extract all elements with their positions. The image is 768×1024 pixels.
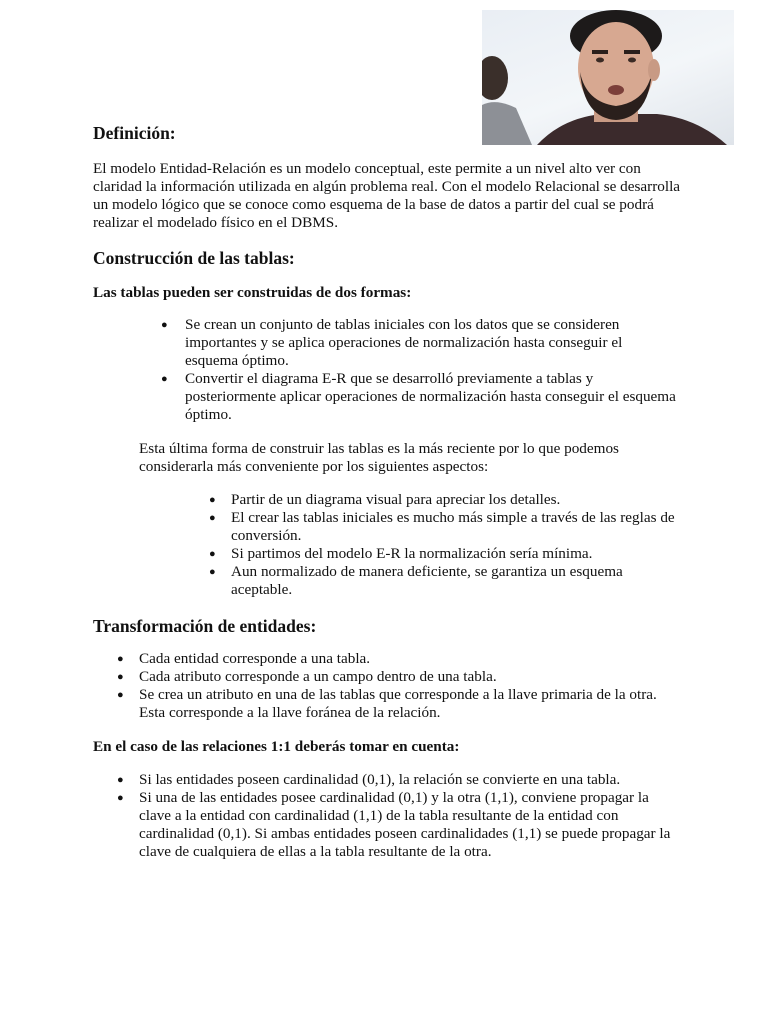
- subheading-construccion: Las tablas pueden ser construidas de dos formas:: [93, 284, 412, 301]
- webcam-video-overlay: [482, 10, 734, 145]
- construction-methods-list: [139, 316, 679, 424]
- list-item: ● El crear las tablas iniciales es mucho más simple a través de las reglas de conversión.: [185, 509, 685, 545]
- heading-construccion: Construcción de las tablas:: [93, 248, 295, 268]
- subheading-relaciones: En el caso de las relaciones 1:1 deberás tomar en cuenta:: [93, 738, 460, 755]
- relations-list: [93, 771, 683, 861]
- list-item: ● Se crea un atributo en una de las tablas que corresponde a la llave primaria de la otra. Esta corresponde a la llave foránea de la relación.: [93, 686, 683, 722]
- list-item: ● Si una de las entidades posee cardinalidad (0,1) y la otra (1,1), conviene propagar la clave a la entidad con cardinalidad (1,1) de la tabla resultante de la entidad con cardinalidad (0,1). Si ambas entidades poseen cardinalidades (1,1) se puede propagar la clave de cualquiera de ellas a la tabla resultante de la otra.: [93, 789, 683, 861]
- heading-definicion: Definición:: [93, 123, 176, 143]
- list-item: ● Cada entidad corresponde a una tabla.: [93, 650, 683, 668]
- paragraph-construccion: Esta última forma de construir las tablas es la más reciente por lo que podemos considerarla más conveniente por los siguientes aspectos:: [139, 440, 619, 475]
- paragraph-definicion: El modelo Entidad-Relación es un modelo conceptual, este permite a un nivel alto ver con claridad la información utilizada en algún problema real. Con el modelo Relacional se desarrolla un modelo lógico que se conoce como esquema de la base de datos a partir del cual se podrá realizar el modelado físico en el DBMS.: [93, 160, 681, 231]
- presenter-image: [482, 10, 734, 145]
- list-item: ● Partir de un diagrama visual para apreciar los detalles.: [185, 491, 685, 509]
- list-item: ● Cada atributo corresponde a un campo dentro de una tabla.: [93, 668, 683, 686]
- list-item: ● Si partimos del modelo E-R la normalización sería mínima.: [185, 545, 685, 563]
- heading-transformacion: Transformación de entidades:: [93, 616, 317, 636]
- list-item: ● Convertir el diagrama E-R que se desarrolló previamente a tablas y posteriormente aplicar operaciones de normalización hasta conseguir el esquema óptimo.: [139, 370, 679, 424]
- list-item: ● Aun normalizado de manera deficiente, se garantiza un esquema aceptable.: [185, 563, 685, 599]
- list-item: ● Se crean un conjunto de tablas iniciales con los datos que se consideren importantes y se aplica operaciones de normalización hasta conseguir el esquema óptimo.: [139, 316, 679, 370]
- list-item: ● Si las entidades poseen cardinalidad (0,1), la relación se convierte en una tabla.: [93, 771, 683, 789]
- aspects-list: [185, 491, 685, 599]
- transformation-list: [93, 650, 683, 722]
